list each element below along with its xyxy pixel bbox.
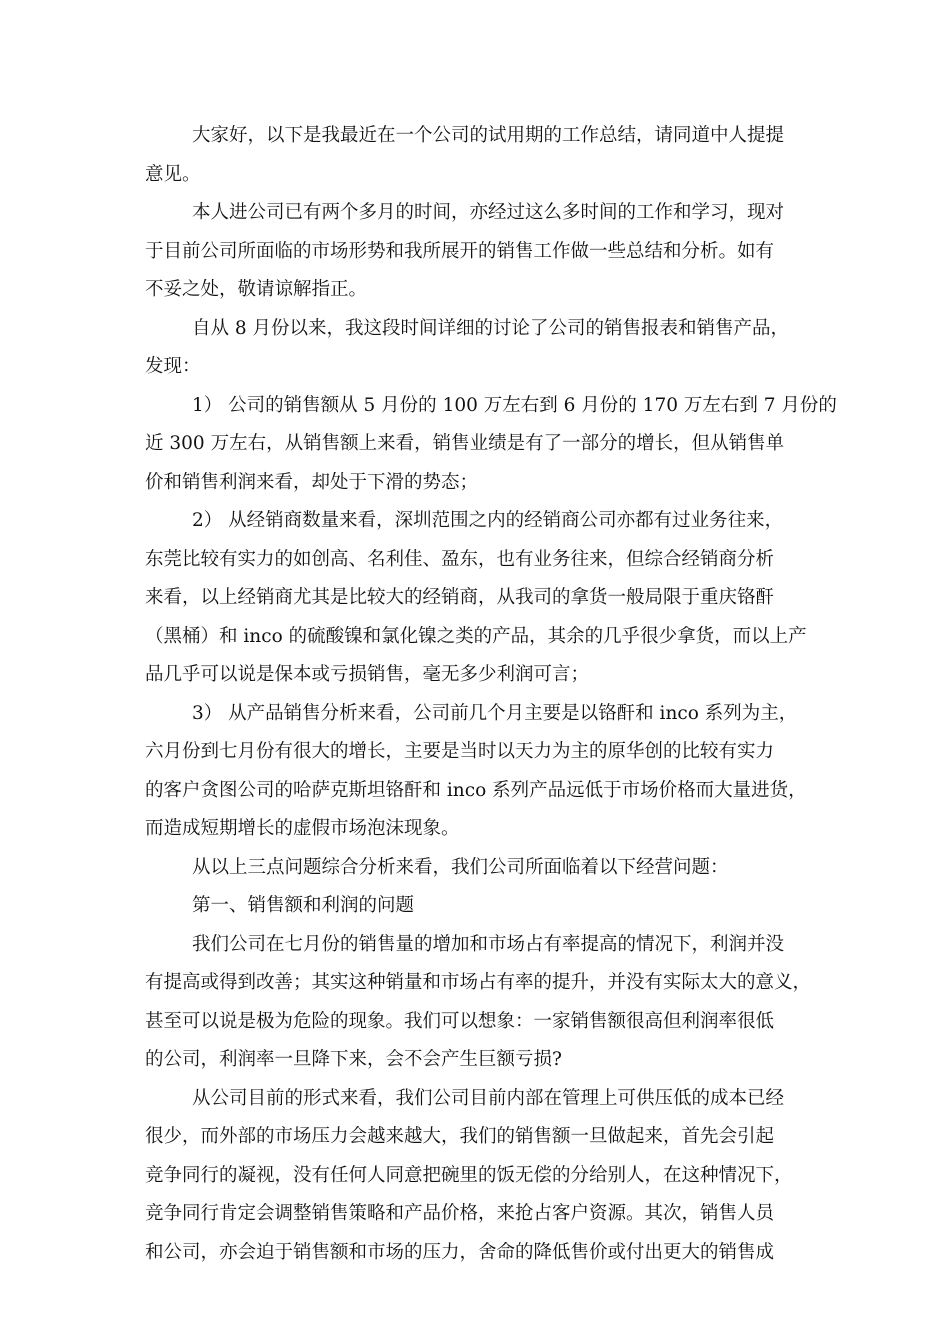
text-line: 3） 从产品销售分析来看，公司前几个月主要是以铬酐和 inco 系列为主， (192, 702, 798, 724)
text-line: 和公司，亦会迫于销售额和市场的压力，舍命的降低售价或付出更大的销售成 (145, 1241, 775, 1263)
text-line: 而造成短期增长的虚假市场泡沫现象。 (145, 818, 460, 839)
text-line: 从公司目前的形式来看，我们公司目前内部在管理上可供压低的成本已经 (192, 1087, 785, 1109)
text-line: 东莞比较有实力的如创高、名利佳、盈东，也有业务往来，但综合经销商分析 (145, 548, 775, 570)
text-line: 1） 公司的销售额从 5 月份的 100 万左右到 6 月份的 170 万左右到 7 月份的 (192, 394, 837, 416)
text-line: 发现： (145, 356, 201, 377)
text-line: 的公司，利润率一旦降下来，会不会产生巨额亏损? (145, 1049, 562, 1070)
text-line: 2） 从经销商数量来看，深圳范围之内的经销商公司亦都有过业务往来， (192, 510, 784, 531)
section-heading: 第一、销售额和利润的问题 (192, 895, 415, 916)
text-line: （黑桶）和 inco 的硫酸镍和氯化镍之类的产品，其余的几乎很少拿货，而以上产 (145, 625, 807, 647)
text-line: 本人进公司已有两个多月的时间，亦经过这么多时间的工作和学习，现对 (192, 202, 785, 223)
text-line: 六月份到七月份有很大的增长，主要是当时以天力为主的原华创的比较有实力 (145, 741, 775, 762)
text-line: 很少，而外部的市场压力会越来越大，我们的销售额一旦做起来，首先会引起 (145, 1126, 775, 1147)
text-line: 大家好，以下是我最近在一个公司的试用期的工作总结，请同道中人提提 (192, 125, 785, 146)
text-line: 竞争同行的凝视，没有任何人同意把碗里的饭无偿的分给别人，在这种情况下， (145, 1164, 793, 1186)
text-line: 自从 8 月份以来，我这段时间详细的讨论了公司的销售报表和销售产品， (192, 317, 790, 339)
text-line: 不妥之处，敬请谅解指正。 (145, 279, 368, 300)
text-line: 于目前公司所面临的市场形势和我所展开的销售工作做一些总结和分析。如有 (145, 240, 775, 262)
text-line: 甚至可以说是极为危险的现象。我们可以想象：一家销售额很高但利润率很低 (145, 1010, 775, 1032)
text-line: 有提高或得到改善；其实这种销量和市场占有率的提升，并没有实际太大的意义， (145, 972, 812, 993)
document-body (145, 117, 837, 1272)
text-line: 竞争同行肯定会调整销售策略和产品价格，来抢占客户资源。其次，销售人员 (145, 1203, 775, 1224)
text-line: 价和销售利润来看，却处于下滑的势态； (145, 471, 479, 493)
text-line: 近 300 万左右，从销售额上来看，销售业绩是有了一部分的增长，但从销售单 (145, 433, 785, 454)
text-line: 意见。 (145, 163, 201, 185)
text-line: 从以上三点问题综合分析来看，我们公司所面临着以下经营问题： (192, 856, 729, 878)
text-line: 的客户贪图公司的哈萨克斯坦铬酐和 inco 系列产品远低于市场价格而大量进货， (145, 779, 807, 801)
text-line: 品几乎可以说是保本或亏损销售，毫无多少利润可言； (145, 664, 590, 685)
text-line: 我们公司在七月份的销售量的增加和市场占有率提高的情况下，利润并没 (192, 933, 785, 955)
text-line: 来看，以上经销商尤其是比较大的经销商，从我司的拿货一般局限于重庆铬酐 (145, 587, 775, 608)
